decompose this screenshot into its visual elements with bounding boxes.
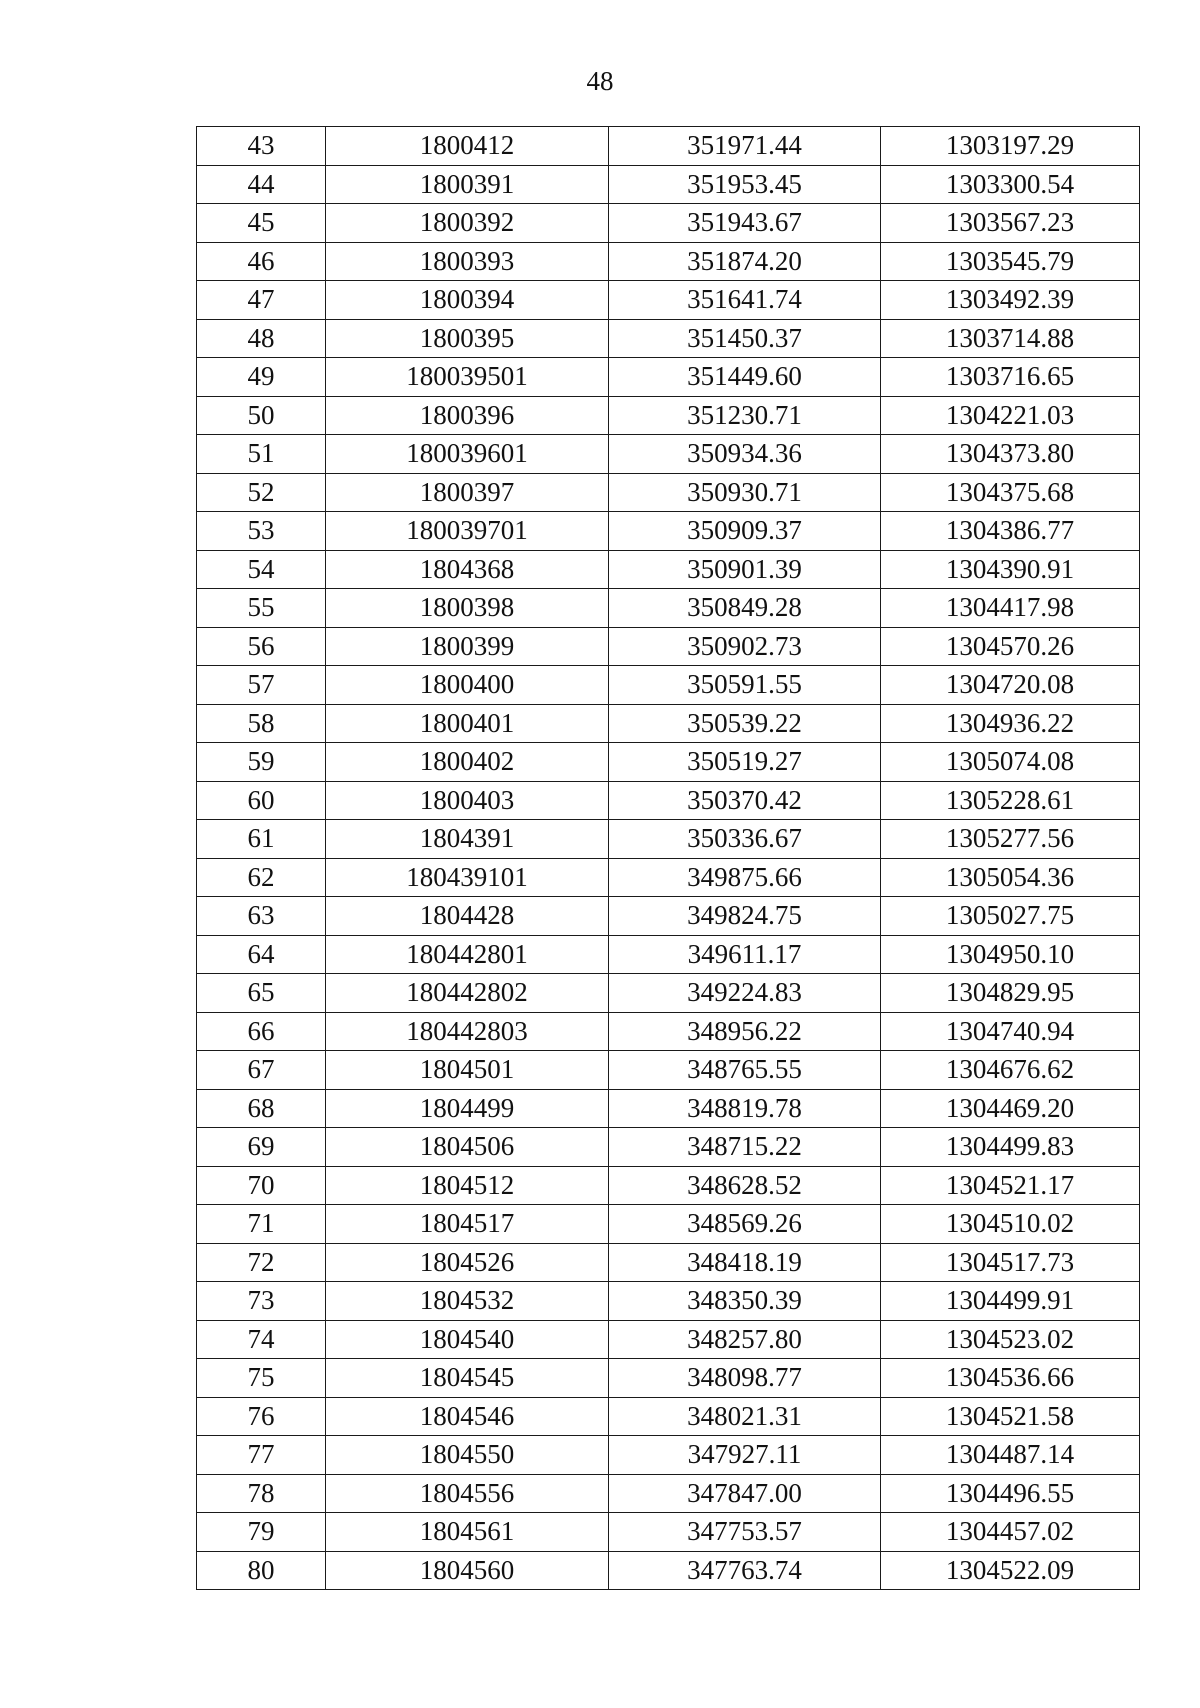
- x-coordinate-cell: 347847.00: [609, 1474, 881, 1513]
- table-row: [197, 281, 1140, 320]
- table-row: [197, 589, 1140, 628]
- point-id-cell: 1800395: [326, 319, 609, 358]
- row-index-cell: 50: [197, 396, 326, 435]
- row-index-cell: 75: [197, 1359, 326, 1398]
- y-coordinate-cell: 1304740.94: [881, 1012, 1140, 1051]
- x-coordinate-cell: 350902.73: [609, 627, 881, 666]
- x-coordinate-cell: 349224.83: [609, 974, 881, 1013]
- point-id-cell: 1800392: [326, 204, 609, 243]
- y-coordinate-cell: 1304521.58: [881, 1397, 1140, 1436]
- row-index-cell: 78: [197, 1474, 326, 1513]
- row-index-cell: 76: [197, 1397, 326, 1436]
- table-row: [197, 974, 1140, 1013]
- x-coordinate-cell: 350370.42: [609, 781, 881, 820]
- x-coordinate-cell: 347927.11: [609, 1436, 881, 1475]
- y-coordinate-cell: 1304373.80: [881, 435, 1140, 474]
- point-id-cell: 1804526: [326, 1243, 609, 1282]
- x-coordinate-cell: 350849.28: [609, 589, 881, 628]
- x-coordinate-cell: 351943.67: [609, 204, 881, 243]
- y-coordinate-cell: 1304522.09: [881, 1551, 1140, 1590]
- point-id-cell: 1800402: [326, 743, 609, 782]
- x-coordinate-cell: 348715.22: [609, 1128, 881, 1167]
- row-index-cell: 57: [197, 666, 326, 705]
- x-coordinate-cell: 348418.19: [609, 1243, 881, 1282]
- x-coordinate-cell: 348569.26: [609, 1205, 881, 1244]
- row-index-cell: 74: [197, 1320, 326, 1359]
- y-coordinate-cell: 1303716.65: [881, 358, 1140, 397]
- row-index-cell: 49: [197, 358, 326, 397]
- point-id-cell: 180039601: [326, 435, 609, 474]
- point-id-cell: 1800394: [326, 281, 609, 320]
- y-coordinate-cell: 1304375.68: [881, 473, 1140, 512]
- point-id-cell: 1804428: [326, 897, 609, 936]
- y-coordinate-cell: 1305228.61: [881, 781, 1140, 820]
- page-number: 48: [586, 66, 614, 96]
- x-coordinate-cell: 350909.37: [609, 512, 881, 551]
- row-index-cell: 65: [197, 974, 326, 1013]
- point-id-cell: 1804556: [326, 1474, 609, 1513]
- row-index-cell: 56: [197, 627, 326, 666]
- x-coordinate-cell: 348257.80: [609, 1320, 881, 1359]
- row-index-cell: 51: [197, 435, 326, 474]
- x-coordinate-cell: 351971.44: [609, 127, 881, 166]
- row-index-cell: 58: [197, 704, 326, 743]
- table-row: [197, 1359, 1140, 1398]
- y-coordinate-cell: 1303300.54: [881, 165, 1140, 204]
- point-id-cell: 180439101: [326, 858, 609, 897]
- point-id-cell: 1804512: [326, 1166, 609, 1205]
- y-coordinate-cell: 1304221.03: [881, 396, 1140, 435]
- point-id-cell: 1804506: [326, 1128, 609, 1167]
- row-index-cell: 52: [197, 473, 326, 512]
- x-coordinate-cell: 348819.78: [609, 1089, 881, 1128]
- x-coordinate-cell: 351874.20: [609, 242, 881, 281]
- row-index-cell: 60: [197, 781, 326, 820]
- row-index-cell: 69: [197, 1128, 326, 1167]
- table-row: [197, 704, 1140, 743]
- table-row: [197, 319, 1140, 358]
- y-coordinate-cell: 1304536.66: [881, 1359, 1140, 1398]
- table-row: [197, 1282, 1140, 1321]
- point-id-cell: 1804540: [326, 1320, 609, 1359]
- y-coordinate-cell: 1304676.62: [881, 1051, 1140, 1090]
- point-id-cell: 180442802: [326, 974, 609, 1013]
- y-coordinate-cell: 1304517.73: [881, 1243, 1140, 1282]
- table-row: [197, 858, 1140, 897]
- x-coordinate-cell: 351449.60: [609, 358, 881, 397]
- y-coordinate-cell: 1304936.22: [881, 704, 1140, 743]
- x-coordinate-cell: 348021.31: [609, 1397, 881, 1436]
- x-coordinate-cell: 350591.55: [609, 666, 881, 705]
- y-coordinate-cell: 1304390.91: [881, 550, 1140, 589]
- x-coordinate-cell: 349875.66: [609, 858, 881, 897]
- row-index-cell: 61: [197, 820, 326, 859]
- table-row: [197, 165, 1140, 204]
- y-coordinate-cell: 1304950.10: [881, 935, 1140, 974]
- y-coordinate-cell: 1305027.75: [881, 897, 1140, 936]
- point-id-cell: 1804560: [326, 1551, 609, 1590]
- y-coordinate-cell: 1304386.77: [881, 512, 1140, 551]
- point-id-cell: 1800397: [326, 473, 609, 512]
- row-index-cell: 44: [197, 165, 326, 204]
- y-coordinate-cell: 1303545.79: [881, 242, 1140, 281]
- row-index-cell: 77: [197, 1436, 326, 1475]
- row-index-cell: 54: [197, 550, 326, 589]
- table-row: [197, 1397, 1140, 1436]
- x-coordinate-cell: 351450.37: [609, 319, 881, 358]
- y-coordinate-cell: 1303197.29: [881, 127, 1140, 166]
- table-row: [197, 1243, 1140, 1282]
- table-row: [197, 473, 1140, 512]
- x-coordinate-cell: 347753.57: [609, 1513, 881, 1552]
- point-id-cell: 1804517: [326, 1205, 609, 1244]
- table-row: [197, 1474, 1140, 1513]
- table-row: [197, 127, 1140, 166]
- row-index-cell: 72: [197, 1243, 326, 1282]
- x-coordinate-cell: 350934.36: [609, 435, 881, 474]
- table-row: [197, 1205, 1140, 1244]
- x-coordinate-cell: 351641.74: [609, 281, 881, 320]
- y-coordinate-cell: 1304720.08: [881, 666, 1140, 705]
- x-coordinate-cell: 348765.55: [609, 1051, 881, 1090]
- y-coordinate-cell: 1304570.26: [881, 627, 1140, 666]
- point-id-cell: 180442803: [326, 1012, 609, 1051]
- point-id-cell: 1800403: [326, 781, 609, 820]
- point-id-cell: 1804550: [326, 1436, 609, 1475]
- x-coordinate-cell: 347763.74: [609, 1551, 881, 1590]
- y-coordinate-cell: 1303714.88: [881, 319, 1140, 358]
- row-index-cell: 48: [197, 319, 326, 358]
- x-coordinate-cell: 350930.71: [609, 473, 881, 512]
- y-coordinate-cell: 1305277.56: [881, 820, 1140, 859]
- point-id-cell: 180039701: [326, 512, 609, 551]
- x-coordinate-cell: 348098.77: [609, 1359, 881, 1398]
- table-row: [197, 1320, 1140, 1359]
- point-id-cell: 1800400: [326, 666, 609, 705]
- y-coordinate-cell: 1304499.83: [881, 1128, 1140, 1167]
- row-index-cell: 59: [197, 743, 326, 782]
- y-coordinate-cell: 1305074.08: [881, 743, 1140, 782]
- y-coordinate-cell: 1304469.20: [881, 1089, 1140, 1128]
- table-row: [197, 512, 1140, 551]
- row-index-cell: 68: [197, 1089, 326, 1128]
- point-id-cell: 1800399: [326, 627, 609, 666]
- table-row: [197, 743, 1140, 782]
- table-body: [197, 127, 1140, 1590]
- table-row: [197, 1436, 1140, 1475]
- x-coordinate-cell: 348350.39: [609, 1282, 881, 1321]
- point-id-cell: 1804499: [326, 1089, 609, 1128]
- point-id-cell: 1804546: [326, 1397, 609, 1436]
- x-coordinate-cell: 348628.52: [609, 1166, 881, 1205]
- point-id-cell: 1804545: [326, 1359, 609, 1398]
- row-index-cell: 43: [197, 127, 326, 166]
- table-row: [197, 1051, 1140, 1090]
- table-row: [197, 204, 1140, 243]
- x-coordinate-cell: 350901.39: [609, 550, 881, 589]
- point-id-cell: 180039501: [326, 358, 609, 397]
- x-coordinate-cell: 349611.17: [609, 935, 881, 974]
- point-id-cell: 1804368: [326, 550, 609, 589]
- point-id-cell: 1800391: [326, 165, 609, 204]
- table-row: [197, 242, 1140, 281]
- row-index-cell: 64: [197, 935, 326, 974]
- table-row: [197, 781, 1140, 820]
- x-coordinate-cell: 350539.22: [609, 704, 881, 743]
- table-row: [197, 1128, 1140, 1167]
- y-coordinate-cell: 1304496.55: [881, 1474, 1140, 1513]
- row-index-cell: 63: [197, 897, 326, 936]
- row-index-cell: 62: [197, 858, 326, 897]
- row-index-cell: 73: [197, 1282, 326, 1321]
- table-row: [197, 627, 1140, 666]
- row-index-cell: 45: [197, 204, 326, 243]
- row-index-cell: 79: [197, 1513, 326, 1552]
- y-coordinate-cell: 1303567.23: [881, 204, 1140, 243]
- point-id-cell: 1800393: [326, 242, 609, 281]
- x-coordinate-cell: 351953.45: [609, 165, 881, 204]
- table-row: [197, 435, 1140, 474]
- y-coordinate-cell: 1303492.39: [881, 281, 1140, 320]
- y-coordinate-cell: 1304521.17: [881, 1166, 1140, 1205]
- point-id-cell: 1800398: [326, 589, 609, 628]
- x-coordinate-cell: 348956.22: [609, 1012, 881, 1051]
- y-coordinate-cell: 1304523.02: [881, 1320, 1140, 1359]
- table-row: [197, 820, 1140, 859]
- x-coordinate-cell: 350336.67: [609, 820, 881, 859]
- y-coordinate-cell: 1305054.36: [881, 858, 1140, 897]
- point-id-cell: 1804391: [326, 820, 609, 859]
- point-id-cell: 1800396: [326, 396, 609, 435]
- table-row: [197, 1089, 1140, 1128]
- row-index-cell: 55: [197, 589, 326, 628]
- y-coordinate-cell: 1304487.14: [881, 1436, 1140, 1475]
- y-coordinate-cell: 1304499.91: [881, 1282, 1140, 1321]
- row-index-cell: 67: [197, 1051, 326, 1090]
- point-id-cell: 1800401: [326, 704, 609, 743]
- point-id-cell: 1804561: [326, 1513, 609, 1552]
- table-row: [197, 935, 1140, 974]
- table-row: [197, 1513, 1140, 1552]
- row-index-cell: 70: [197, 1166, 326, 1205]
- table-row: [197, 396, 1140, 435]
- table-row: [197, 897, 1140, 936]
- point-id-cell: 1804532: [326, 1282, 609, 1321]
- row-index-cell: 53: [197, 512, 326, 551]
- table-row: [197, 1012, 1140, 1051]
- table-row: [197, 666, 1140, 705]
- point-id-cell: 180442801: [326, 935, 609, 974]
- row-index-cell: 46: [197, 242, 326, 281]
- table-row: [197, 1551, 1140, 1590]
- y-coordinate-cell: 1304510.02: [881, 1205, 1140, 1244]
- y-coordinate-cell: 1304829.95: [881, 974, 1140, 1013]
- row-index-cell: 66: [197, 1012, 326, 1051]
- x-coordinate-cell: 351230.71: [609, 396, 881, 435]
- coordinates-table: [196, 126, 1140, 1590]
- row-index-cell: 80: [197, 1551, 326, 1590]
- row-index-cell: 47: [197, 281, 326, 320]
- row-index-cell: 71: [197, 1205, 326, 1244]
- y-coordinate-cell: 1304457.02: [881, 1513, 1140, 1552]
- point-id-cell: 1804501: [326, 1051, 609, 1090]
- point-id-cell: 1800412: [326, 127, 609, 166]
- y-coordinate-cell: 1304417.98: [881, 589, 1140, 628]
- table-row: [197, 358, 1140, 397]
- x-coordinate-cell: 349824.75: [609, 897, 881, 936]
- table-row: [197, 550, 1140, 589]
- x-coordinate-cell: 350519.27: [609, 743, 881, 782]
- table-row: [197, 1166, 1140, 1205]
